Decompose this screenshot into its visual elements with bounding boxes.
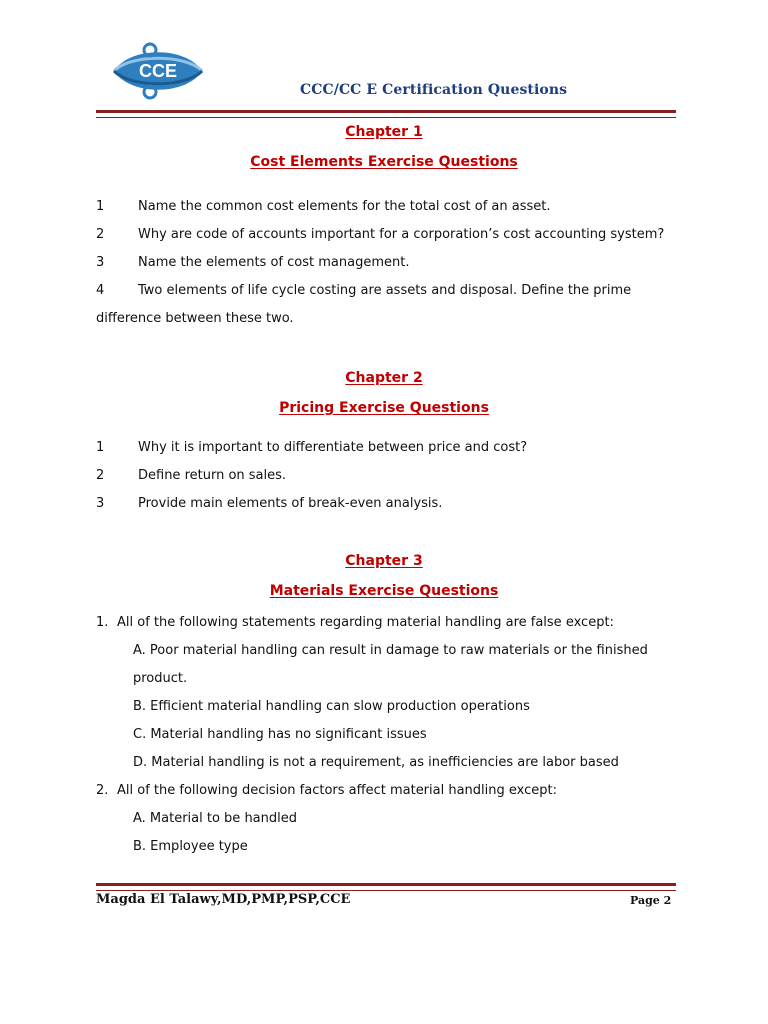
- question-continuation: difference between these two.: [96, 311, 294, 326]
- chapter-1-question: [96, 255, 409, 271]
- mcq-option: A. Poor material handling can result in damage to raw materials or the finished: [133, 643, 648, 658]
- chapter-1-heading: Cost Elements Exercise Questions: [250, 154, 518, 170]
- question-number: 3: [96, 496, 105, 511]
- chapter-1-question: [96, 227, 664, 243]
- chapter-2-heading: Pricing Exercise Questions: [279, 400, 489, 416]
- mcq-option-continuation: product.: [133, 671, 188, 686]
- question-text: Define return on sales.: [138, 468, 287, 483]
- chapter-3-heading: Materials Exercise Questions: [269, 583, 499, 599]
- question-number: 2: [96, 468, 105, 483]
- page-number: Page 2: [630, 894, 672, 907]
- question-number: 1.: [96, 615, 109, 630]
- chapter-1-label: Chapter 1: [345, 124, 423, 140]
- footer-divider: [96, 883, 676, 891]
- question-number: 2: [96, 227, 105, 242]
- question-text: Two elements of life cycle costing are assets and disposal. Define the prime: [138, 283, 632, 298]
- logo-text: CCE: [138, 61, 178, 81]
- chapter-2-question: [96, 468, 286, 484]
- chapter-3-label: Chapter 3: [345, 553, 423, 569]
- mcq-option: D. Material handling is not a requirement, as inefficiencies are labor based: [133, 755, 619, 770]
- footer-author: Magda El Talawy,MD,PMP,PSP,CCE: [96, 892, 351, 907]
- question-number: 4: [96, 283, 105, 298]
- chapter-1-question: [96, 283, 631, 299]
- header-divider: [96, 110, 676, 118]
- mcq-option: B. Employee type: [133, 839, 248, 854]
- mcq-option: C. Material handling has no significant issues: [133, 727, 427, 742]
- chapter-2-question: [96, 496, 442, 512]
- mcq-option: B. Efficient material handling can slow production operations: [133, 699, 530, 714]
- chapter-2-question: [96, 440, 527, 456]
- question-text: All of the following decision factors affect material handling except:: [117, 783, 558, 798]
- question-number: 3: [96, 255, 105, 270]
- question-number: 1: [96, 440, 105, 455]
- question-text: Why are code of accounts important for a corporation’s cost accounting system?: [138, 227, 665, 242]
- question-text: All of the following statements regarding material handling are false except:: [117, 615, 614, 630]
- question-text: Provide main elements of break-even analysis.: [138, 496, 443, 511]
- cce-logo-graphic: [110, 40, 206, 102]
- mcq-question: [96, 615, 614, 631]
- question-text: Name the common cost elements for the total cost of an asset.: [138, 199, 551, 214]
- mcq-question: [96, 783, 557, 799]
- question-text: Name the elements of cost management.: [138, 255, 410, 270]
- question-number: 1: [96, 199, 105, 214]
- document-title: CCC/CC E Certification Questions: [300, 82, 568, 98]
- mcq-option: A. Material to be handled: [133, 811, 297, 826]
- cce-logo: [110, 40, 206, 102]
- chapter-1-question: [96, 199, 551, 215]
- chapter-2-label: Chapter 2: [345, 370, 423, 386]
- question-text: Why it is important to differentiate between price and cost?: [138, 440, 528, 455]
- question-number: 2.: [96, 783, 109, 798]
